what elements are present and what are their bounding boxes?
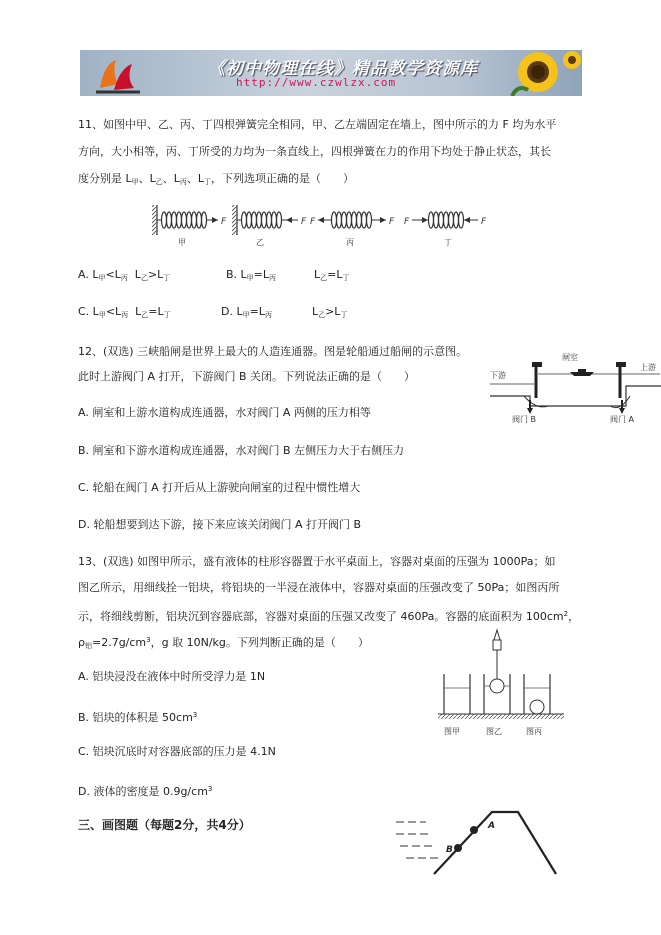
q13-line-4: $\rho_铝=2.7g/cm^3$，g 取 10N/kg。下列判断正确的是（ ） [78, 636, 369, 650]
upstream-label: 上游 [640, 363, 656, 372]
label-ding: 丁 [444, 238, 452, 247]
valve-a-label: 阀门 A [610, 415, 635, 424]
q13-option-d[interactable]: D. 液体的密度是 $0.9g/cm^3$ [78, 785, 213, 798]
spring-ding [404, 212, 487, 228]
spring-bing [310, 212, 395, 228]
point-b-label: B [446, 845, 453, 855]
q11-line-2: 方向，大小相等，丙、丁所受的力均为一条直线上，四根弹簧在力的作用下均处于静止状态，其长 [78, 145, 551, 158]
section-3-heading: 三、画图题（每题2分，共4分） [78, 818, 251, 832]
valve-b-label: 阀门 B [512, 415, 537, 424]
q11-option-c[interactable]: C. $L_甲<L_丙$ $L_乙=L_丁$ [78, 305, 171, 319]
label-fig-yi: 图乙 [486, 727, 502, 736]
point-a-label: A [488, 821, 495, 831]
spring-yi [232, 205, 298, 235]
q12-line-1: 12、(双选) 三峡船闸是世界上最大的人造连通器。图是轮船通过船闸的示意图。 [78, 345, 468, 358]
q11-line-1: 11、如图中甲、乙、丙、丁四根弹簧完全相同，甲、乙左端固定在墙上，图中所示的力 F 均为水平 [78, 118, 557, 131]
label-bing: 丙 [346, 238, 354, 247]
q12-option-d[interactable]: D. 轮船想要到达下游，接下来应该关闭阀门 A 打开阀门 B [78, 518, 362, 531]
ship-lock-figure [490, 350, 661, 425]
banner-url: http://www.czwlzx.com [236, 76, 397, 89]
logo-icon [94, 54, 144, 94]
label-yi: 乙 [256, 238, 264, 247]
q13-option-b[interactable]: B. 铝块的体积是 $50cm^3$ [78, 711, 198, 724]
label-fig-bing: 图丙 [526, 727, 542, 736]
header-banner [80, 50, 582, 96]
q12-option-b[interactable]: B. 闸室和下游水道构成连通器，水对阀门 B 左侧压力大于右侧压力 [78, 444, 405, 457]
force-label-ding-right: F [481, 217, 487, 227]
q11-option-a[interactable]: A. $L_甲<L_丙$ $L_乙>L_丁$ [78, 268, 171, 282]
label-jia: 甲 [178, 238, 186, 247]
q11-option-b[interactable]: B. $L_甲=L_丙$ $L_乙=L_丁$ [226, 268, 350, 282]
force-label-yi: F [301, 217, 307, 227]
q11-option-d[interactable]: D. $L_甲=L_丙$ $L_乙>L_丁$ [221, 305, 348, 319]
q11-line-3: 度分别是 $L_甲$、$L_乙$、$L_丙$、$L_丁$，下列选项正确的是（ ） [78, 172, 355, 186]
banner-title: 《初中物理在线》精品教学资源库 [208, 59, 478, 79]
q12-option-c[interactable]: C. 轮船在阀门 A 打开后从上游驶向闸室的过程中惯性增大 [78, 481, 361, 494]
q12-option-a[interactable]: A. 闸室和上游水道构成连通器，水对阀门 A 两侧的压力相等 [78, 406, 371, 419]
q13-line-3: 示，将细线剪断，铝块沉到容器底部，容器对桌面的压强又改变了 460Pa。容器的底面积为 $100cm^2$， [78, 610, 580, 623]
sunflower-icon [498, 50, 582, 96]
q12-line-2: 此时上游阀门 A 打开，下游阀门 B 关闭。下列说法正确的是（ ） [78, 370, 416, 383]
spring-jia [152, 205, 218, 235]
q13-option-c[interactable]: C. 铝块沉底时对容器底部的压力是 4.1N [78, 745, 276, 758]
springs-figure [148, 203, 498, 251]
container-figure [436, 628, 566, 740]
force-label-bing-right: F [389, 217, 395, 227]
q13-line-1: 13、(双选) 如图甲所示，盛有液体的柱形容器置于水平桌面上，容器对桌面的压强为 1000Pa；如 [78, 555, 556, 568]
lock-chamber-label: 闸室 [562, 353, 578, 362]
force-label-jia: F [221, 217, 227, 227]
force-label-ding-left: F [404, 217, 410, 227]
q13-option-a[interactable]: A. 铝块浸没在液体中时所受浮力是 1N [78, 670, 266, 683]
embankment-figure [396, 808, 566, 880]
force-label-bing-left: F [310, 217, 316, 227]
label-fig-jia: 图甲 [444, 727, 460, 736]
q13-line-2: 图乙所示，用细线拴一铝块，将铝块的一半浸在液体中，容器对桌面的压强改变了 50Pa；如图丙所 [78, 581, 560, 594]
downstream-label: 下游 [490, 371, 506, 380]
